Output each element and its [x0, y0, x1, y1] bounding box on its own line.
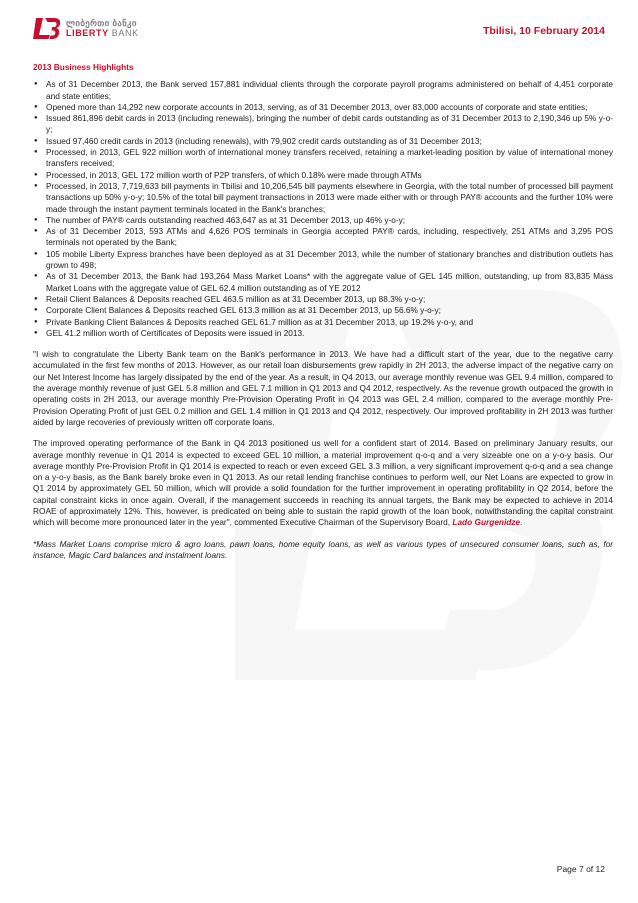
list-item: ● Retail Client Balances & Deposits reached GEL 463.5 million as at 31 December 2013, up 88.3% y-o-y; — [33, 294, 613, 305]
logo-bank-word: BANK — [108, 28, 139, 38]
list-item: ● As of 31 December 2013, 593 ATMs and 4,626 POS terminals in Georgia accepted PAY® cards, including, respectively, 251 ATMs and 3,295 POS terminals not operated by the Bank; — [33, 226, 613, 249]
list-item: ● As of 31 December 2013, the Bank had 193,264 Mass Market Loans* with the aggregate value of GEL 145 million, outstanding, up from 83,835 Mass Market Loans with the aggregate value of GEL 62.4 million outstanding as of YE 2012 — [33, 271, 613, 294]
page-header — [33, 16, 605, 46]
list-item: ● Processed, in 2013, GEL 922 million worth of international money transfers received, retaining a market-leading position by value of international money transfers received; — [33, 147, 613, 170]
list-item: ● GEL 41.2 million worth of Certificates of Deposits were issued in 2013. — [33, 328, 613, 339]
quote-2-text: The improved operating performance of the Bank in Q4 2013 positioned us well for a confident start of 2014. Based on preliminary January results, our average monthly revenue in Q1 2014 is expected to exceed GEL 10 million, a material improvement q-o-q and a very sizeable one on a y-o-y basis. Our average monthly Pre-Provision Profit in Q1 2014 is expected to reach or even exceed GEL 3.3 million, a very significant improvement q-o-q and a sea change on a y-o-y basis, as the Bank barely broke even in Q1 2013. As our retail lending franchise continues to perform well, our Net Loans are expected to grow in Q1 2014 by approximately GEL 50 million, which will provide a solid foundation for the further improvement in operating profitability in Q2 2014, before the capital constraint kicks in once again. Overall, if the management succeeds in reaching its annual targets, the Bank may be expected to achieve in 2014 ROAE of approximately 12%. This, however, is predicated on being able to sustain the rapid growth of the loan book, notwithstanding the capital constraint which will become more pronounced later in the year", commented Executive Chairman of the Supervisory Board, — [33, 438, 613, 528]
document-body — [33, 62, 613, 561]
list-item: ● Corporate Client Balances & Deposits reached GEL 613.3 million as at 31 December 2013, up 56.6% y-o-y; — [33, 305, 613, 316]
dateline: Tbilisi, 10 February 2014 — [483, 25, 605, 37]
lb-logo-icon — [33, 16, 63, 40]
chairman-quote-paragraph-2 — [33, 438, 613, 528]
list-item: ● The number of PAY® cards outstanding reached 463,647 as at 31 December 2013, up 46% y-o-y; — [33, 215, 613, 226]
page-number: Page 7 of 12 — [556, 864, 605, 874]
logo-brand-word: LIBERTY — [66, 28, 109, 38]
list-item: ● 105 mobile Liberty Express branches have been deployed as at 31 December 2013, while the number of stationary branches and distribution outlets has grown to 498; — [33, 249, 613, 272]
footnote: *Mass Market Loans comprise micro & agro loans, pawn loans, home equity loans, as well as various types of unsecured consumer loans, such as, for instance, Magic Card balances and instalment loans. — [33, 538, 613, 560]
quote-2-end: . — [520, 517, 523, 528]
liberty-bank-logo — [33, 16, 139, 40]
highlights-list — [33, 79, 613, 339]
list-item: ● As of 31 December 2013, the Bank served 157,881 individual clients through the corporate payroll programs administered on behalf of 4,451 corporate and state entities; — [33, 79, 613, 102]
list-item: ● Processed, in 2013, GEL 172 million worth of P2P transfers, of which 0.18% were made through ATMs — [33, 170, 613, 181]
chairman-name: Lado Gurgenidze — [452, 517, 521, 528]
list-item: ● Issued 97,460 credit cards in 2013 (including renewals), with 79,902 credit cards outstanding as of 31 December 2013; — [33, 136, 613, 147]
logo-name-text — [66, 28, 139, 38]
logo-georgian-text: ლიბერთი ბანკი — [66, 18, 137, 28]
list-item: ● Private Banking Client Balances & Deposits reached GEL 61.7 million as at 31 December 2013, up 19.2% y-o-y, and — [33, 317, 613, 328]
list-item: ● Opened more than 14,292 new corporate accounts in 2013, serving, as of 31 December 2013, over 83,000 accounts of corporate and state entities; — [33, 102, 613, 113]
section-title: 2013 Business Highlights — [33, 62, 134, 72]
list-item: ● Issued 861,896 debit cards in 2013 (including renewals), bringing the number of debit cards outstanding as of 31 December 2013 to 2,190,346 up 5% y-o-y; — [33, 113, 613, 136]
list-item: ● Processed, in 2013, 7,719,633 bill payments in Tbilisi and 10,206,545 bill payments elsewhere in Georgia, with the total number of processed bill payment transactions up 50% y-o-y; 10.5% of the total bill payment transactions in 2013 were made either with or through PAY® accounts and the further 10% were made through the instant payment terminals located in the Bank's branches; — [33, 181, 613, 215]
chairman-quote-paragraph-1: "I wish to congratulate the Liberty Bank team on the Bank's performance in 2013. We have had a difficult start of the year, due to the negative carry accumulated in the first few months of 2013. However, as our retail loan disbursements grew rapidly in 2H 2013, the adverse impact of the negative carry on our Net Interest Income has largely dissipated by the end of the year. As a result, in Q4 2013, our average monthly revenue was GEL 9.4 million, compared to the average monthly revenue of just GEL 5.8 million and GEL 7.1 million in Q1 2013 and Q4 2012, respectively. As the revenue growth outpaced the growth in operating costs in 2H 2013, our average monthly Pre-Provision Operating Profit in Q4 2013 was GEL 2.4 million, compared to the average monthly Pre-Provision Operating Profit of just GEL 0.2 million and GEL 1.4 million in Q1 2013 and Q4 2012, respectively. Our improved profitability in 2H 2013 was further aided by large recoveries of previously written off corporate loans. — [33, 349, 613, 427]
